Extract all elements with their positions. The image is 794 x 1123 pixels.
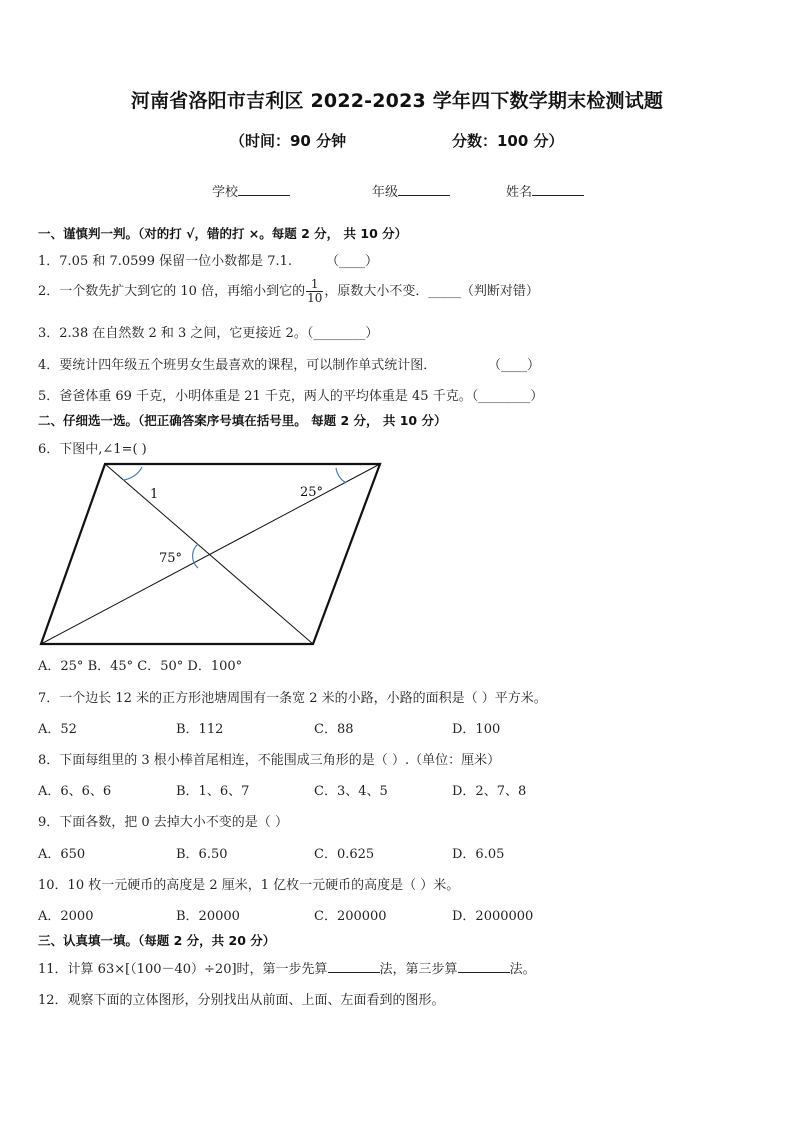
question-2 [38, 278, 539, 305]
fraction-denominator: 10 [307, 291, 323, 305]
score-label: 分数：100 分） [452, 132, 564, 150]
question-6-options[interactable]: A．25° B．45° C．50° D．100° [38, 659, 243, 674]
question-11-blank-2[interactable] [458, 959, 510, 973]
angle-25-arc [336, 468, 346, 483]
question-4: 4．要统计四年级五个班男女生最喜欢的课程，可以制作单式统计图． [38, 358, 437, 373]
fraction-numerator: 1 [306, 278, 323, 292]
grade-field[interactable] [372, 181, 450, 200]
option-8c[interactable]: C．3、4、5 [314, 784, 388, 799]
name-blank[interactable] [532, 183, 584, 196]
option-10d[interactable]: D．2000000 [452, 909, 534, 924]
angle-25-label: 25° [300, 485, 324, 500]
question-7: 7．一个边长 12 米的正方形池塘周围有一条宽 2 米的小路，小路的面积是（ ）平方米。 [38, 691, 547, 706]
option-8d[interactable]: D．2、7、8 [452, 784, 527, 799]
question-3: 3．2.38 在自然数 2 和 3 之间，它更接近 2。（________） [38, 326, 379, 341]
angle-75-arc [193, 544, 198, 568]
option-9c[interactable]: C．0.625 [314, 847, 375, 862]
diagonal-ac [105, 464, 313, 644]
option-9d[interactable]: D．6.05 [452, 847, 505, 862]
school-blank[interactable] [238, 183, 290, 196]
question-8: 8．下面每组里的 3 根小棒首尾相连，不能围成三角形的是（ ）.（单位：厘米） [38, 753, 501, 768]
fraction-one-tenth [306, 278, 323, 305]
question-2-text: 2．一个数先扩大到它的 10 倍，再缩小到它的 [38, 284, 306, 299]
grade-label: 年级 [372, 185, 399, 200]
option-8b[interactable]: B．1、6、7 [176, 784, 250, 799]
school-field[interactable] [212, 181, 290, 200]
diagonal-bd [41, 464, 380, 644]
question-4-answer[interactable]: （____） [488, 358, 541, 373]
question-11-text-b: 法，第三步算 [379, 962, 458, 977]
time-label: （时间：90 分钟 [230, 132, 347, 150]
grade-blank[interactable] [398, 183, 450, 196]
option-10c[interactable]: C．200000 [314, 909, 387, 924]
option-8a[interactable]: A．6、6、6 [38, 784, 112, 799]
question-9: 9．下面各数，把 0 去掉大小不变的是（ ） [38, 815, 288, 830]
section-1-heading: 一、谨慎判一判。（对的打 √，错的打 ×。每题 2 分， 共 10 分） [38, 226, 408, 241]
question-5: 5．爸爸体重 69 千克，小明体重是 21 千克，两人的平均体重是 45 千克。（________） [38, 389, 544, 404]
option-10a[interactable]: A．2000 [38, 909, 94, 924]
school-label: 学校 [212, 185, 239, 200]
question-2-tail: ，原数大小不变．_____（判断对错） [324, 284, 539, 299]
question-11 [38, 958, 536, 977]
option-7b[interactable]: B．112 [176, 722, 224, 737]
option-7d[interactable]: D．100 [452, 722, 501, 737]
option-7a[interactable]: A．52 [38, 722, 77, 737]
question-1: 1．7.05 和 7.0599 保留一位小数都是 7.1. [38, 254, 293, 269]
question-1-answer[interactable]: （____） [326, 254, 379, 269]
question-11-text-c: 法。 [509, 962, 536, 977]
question-6: 6．下图中,∠1=( ) [38, 442, 147, 457]
page-title: 河南省洛阳市吉利区 2022-2023 学年四下数学期末检测试题 [130, 90, 664, 112]
question-12: 12．观察下面的立体图形，分别找出从前面、上面、左面看到的图形。 [38, 993, 445, 1008]
question-11-text-a: 11．计算 63×[（100－40）÷20]时，第一步先算 [38, 962, 328, 977]
name-label: 姓名 [506, 185, 533, 200]
angle-1-label: 1 [150, 487, 159, 502]
option-9b[interactable]: B．6.50 [176, 847, 228, 862]
option-10b[interactable]: B．20000 [176, 909, 240, 924]
angle-75-label: 75° [159, 551, 183, 566]
option-9a[interactable]: A．650 [38, 847, 86, 862]
section-2-heading: 二、仔细选一选。（把正确答案序号填在括号里。 每题 2 分， 共 10 分） [38, 413, 447, 428]
name-field[interactable] [506, 181, 584, 200]
parallelogram-figure [36, 458, 388, 650]
section-3-heading: 三、认真填一填。（每题 2 分，共 20 分） [38, 933, 276, 948]
question-11-blank-1[interactable] [328, 959, 380, 973]
angle-1-arc [123, 467, 142, 480]
question-10: 10．10 枚一元硬币的高度是 2 厘米，1 亿枚一元硬币的高度是（ ）米。 [38, 878, 460, 893]
option-7c[interactable]: C．88 [314, 722, 354, 737]
